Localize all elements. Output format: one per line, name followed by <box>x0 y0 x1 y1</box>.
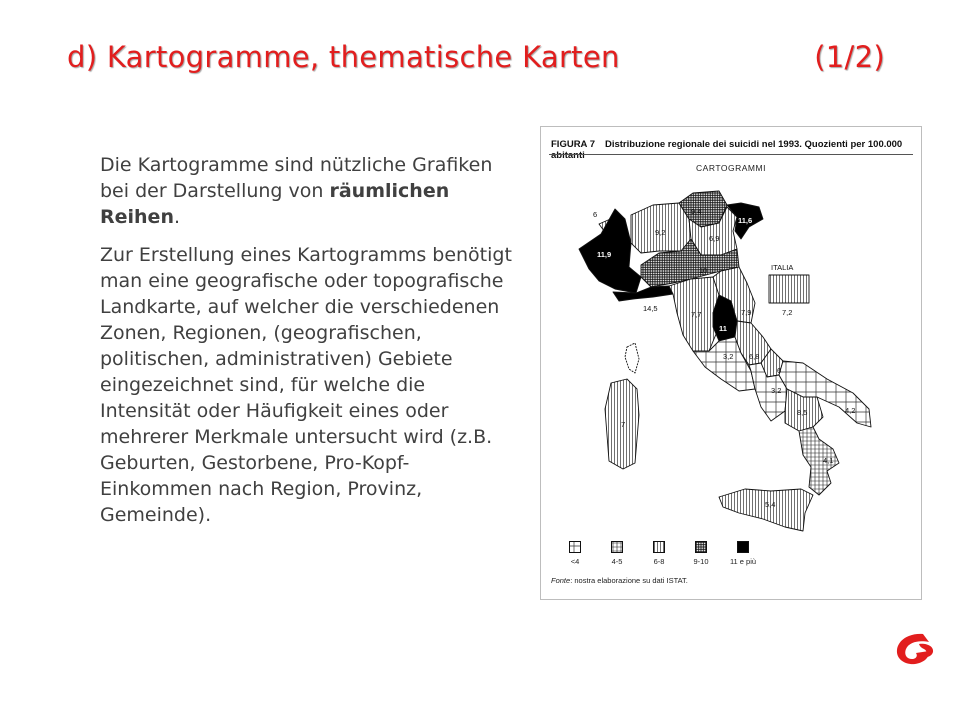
italia-summary-box <box>769 275 809 303</box>
label-calabria: 4,1 <box>823 456 834 465</box>
paragraph-intro-text: Die Kartogramme sind nützliche Grafiken bei der Darstellung von <box>100 154 493 202</box>
company-logo-icon <box>893 630 937 668</box>
legend-item-lt4 <box>563 541 587 566</box>
figure-label: FIGURA 7 <box>551 139 595 150</box>
label-emilia: 10 <box>699 266 708 275</box>
paragraph-intro <box>100 152 520 230</box>
paragraph-definition: Zur Erstellung eines Kartogramms benötigt man eine geografische oder topografische Landkarte, auf welcher die verschiedenen Zonen, Regionen, (geografischen, politischen, administrativen) Gebiete eingezeichnet sind, für welche die Intensität oder Häufigkeit eines oder mehrerer Merkmale untersucht wird (z.B. Geburten, Gestorbene, Pro-Kopf-Einkommen nach Region, Provinz, Gemeinde). <box>100 244 512 526</box>
slide-page-indicator: (1/2) <box>814 40 885 74</box>
label-lazio: 3,2 <box>723 352 734 361</box>
legend-item-9-10 <box>689 541 713 566</box>
body-text <box>100 152 520 540</box>
label-abruzzo: 6,8 <box>749 352 760 361</box>
label-italia: ITALIA <box>771 263 794 272</box>
legend-item-11-plus <box>731 541 755 566</box>
legend-swatch-4-5 <box>611 541 623 553</box>
region-sicilia <box>719 489 813 531</box>
label-lombardia: 9,2 <box>655 228 666 237</box>
map-legend <box>563 541 755 566</box>
label-piemonte: 11,9 <box>597 250 612 259</box>
figure-subtitle: CARTOGRAMMI <box>696 163 766 173</box>
legend-swatch-lt4 <box>569 541 581 553</box>
label-italia-value: 7,2 <box>782 308 793 317</box>
figure-source-text: : nostra elaborazione su dati ISTAT. <box>570 576 688 585</box>
label-sicilia: 5,4 <box>765 500 776 509</box>
label-puglia: 4,2 <box>845 406 856 415</box>
label-liguria: 14,5 <box>643 304 658 313</box>
legend-swatch-9-10 <box>695 541 707 553</box>
slide-title-text: d) Kartogramme, thematische Karten <box>67 40 620 74</box>
legend-swatch-11-plus <box>737 541 749 553</box>
legend-label: 9-10 <box>693 557 709 566</box>
label-trentino: 9,4 <box>691 207 702 216</box>
label-sardegna: 7 <box>621 420 626 429</box>
slide-title <box>67 40 887 74</box>
island-corsica <box>625 343 639 373</box>
label-toscana: 7,7 <box>691 310 702 319</box>
label-basilicata: 8,5 <box>797 408 808 417</box>
label-valle-aosta: 6 <box>593 210 598 219</box>
cartogram-figure <box>540 126 922 600</box>
legend-label: 11 e più <box>729 557 757 566</box>
paragraph-intro-end: . <box>173 206 181 228</box>
italy-cartogram-map <box>541 127 921 537</box>
legend-label: 6-8 <box>653 557 665 566</box>
figure-source-label: Fonte <box>551 576 571 585</box>
figure-caption-text: Distribuzione regionale dei suicidi nel 1993. Quozienti per 100.000 abitanti <box>551 139 903 161</box>
label-marche: 7,9 <box>741 308 752 317</box>
legend-label: 4-5 <box>611 557 623 566</box>
label-molise: 6 <box>777 366 782 375</box>
label-friuli: 11,6 <box>738 216 753 225</box>
legend-item-6-8 <box>647 541 671 566</box>
label-umbria: 11 <box>719 324 727 333</box>
label-veneto: 6,9 <box>709 234 720 243</box>
figure-source <box>551 576 688 585</box>
label-campania: 3,2 <box>771 386 782 395</box>
legend-swatch-6-8 <box>653 541 665 553</box>
paragraph-intro-bold: räumlichen Reihen <box>100 180 450 228</box>
legend-item-4-5 <box>605 541 629 566</box>
legend-label: <4 <box>570 557 580 566</box>
